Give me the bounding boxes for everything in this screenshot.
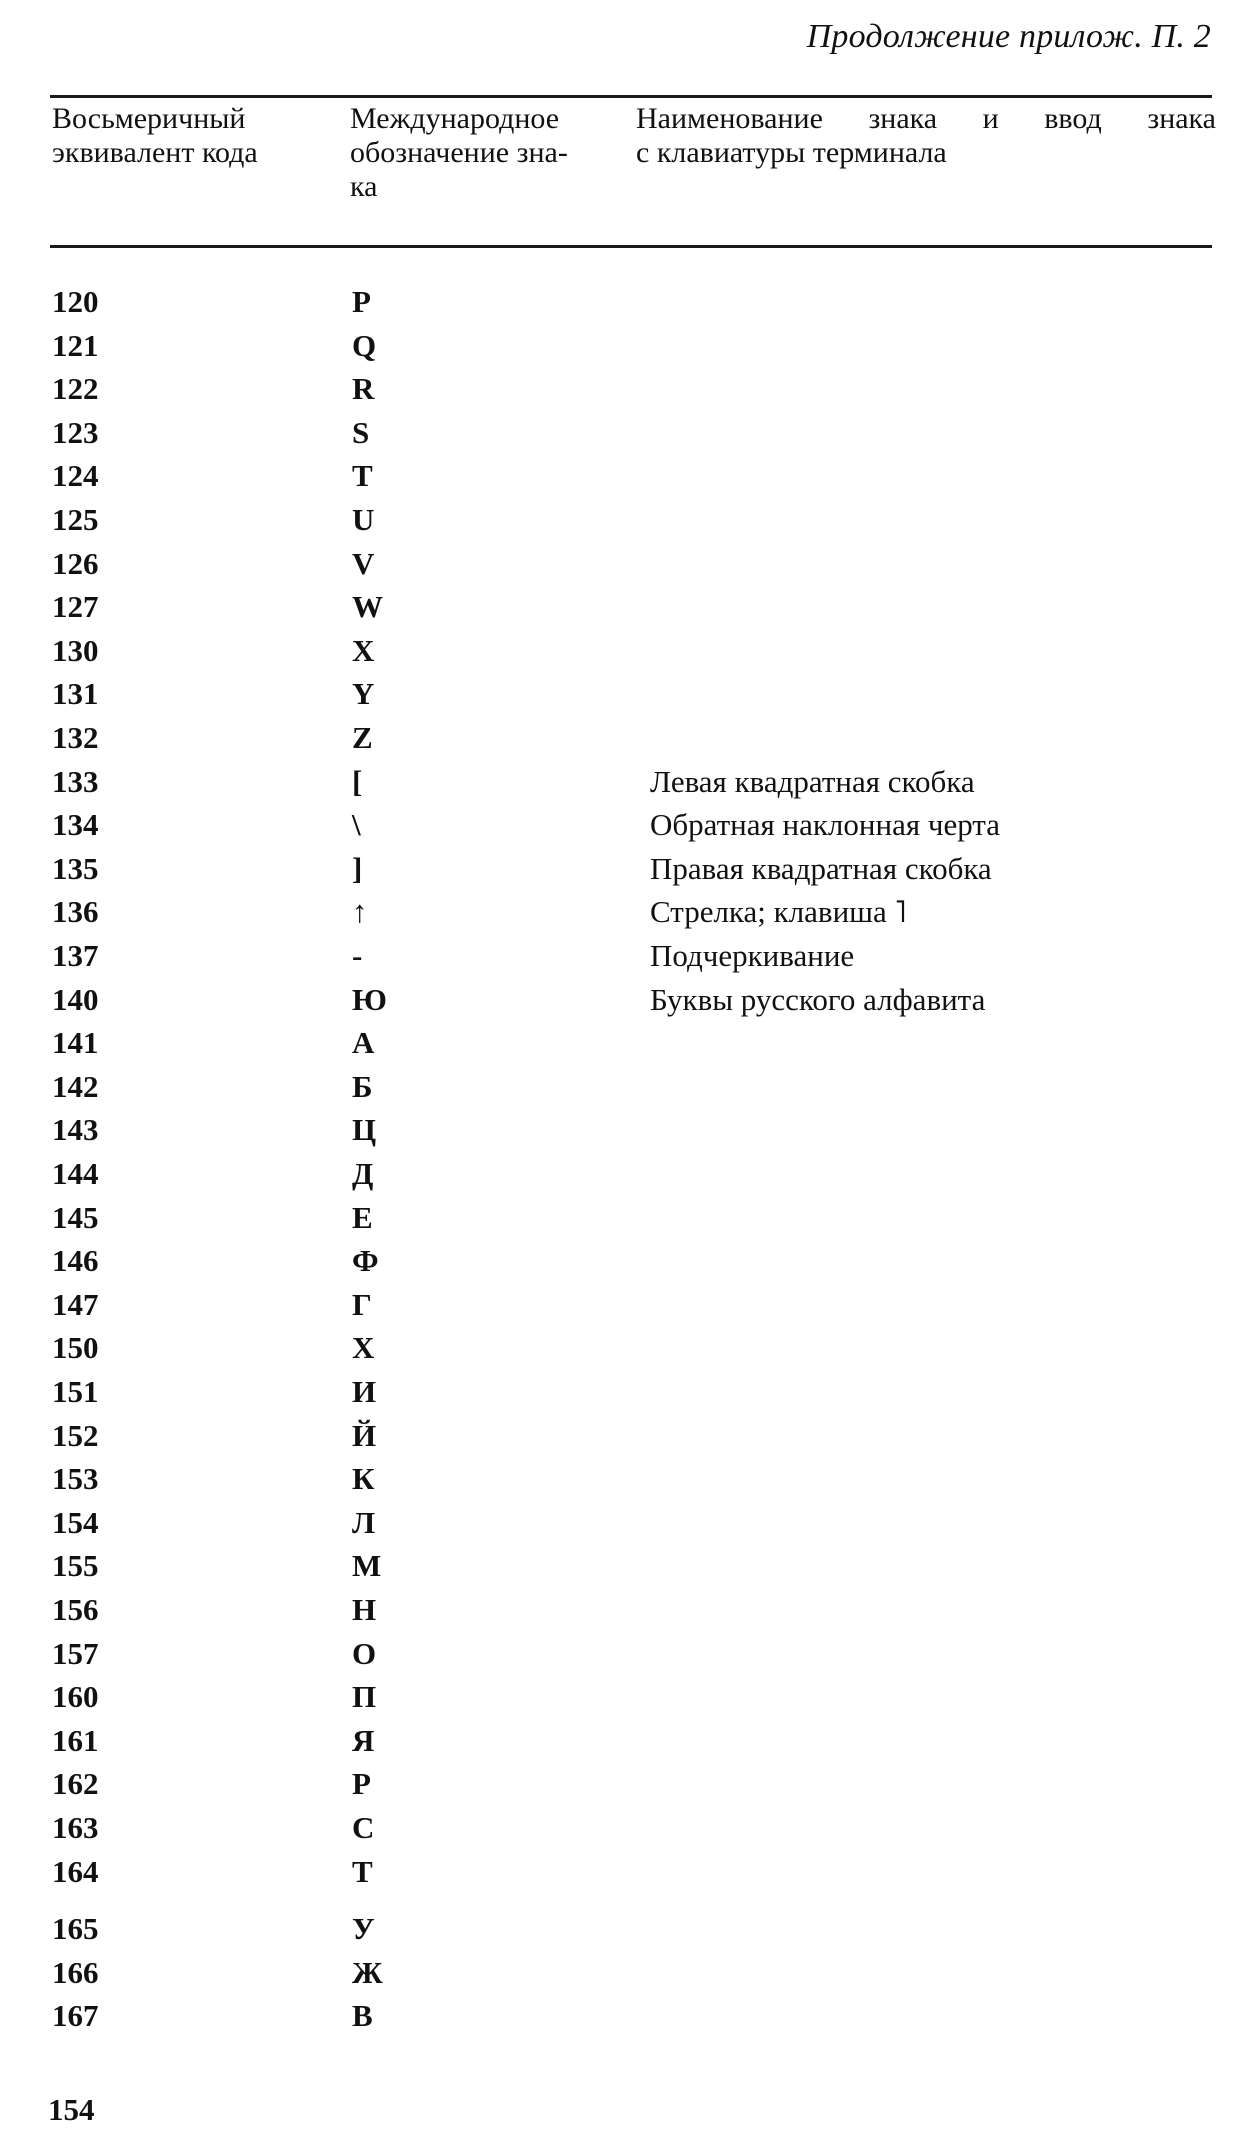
table-row	[0, 1503, 1253, 1543]
octal-code-cell: 166	[52, 1955, 99, 1990]
character-cell: Я	[352, 1723, 375, 1758]
character-cell: S	[352, 415, 370, 450]
octal-code-cell: 150	[52, 1330, 99, 1365]
character-cell: ]	[352, 851, 363, 886]
octal-code-cell: 156	[52, 1592, 99, 1627]
table-row	[0, 1241, 1253, 1281]
character-cell: U	[352, 502, 375, 537]
octal-code-cell: 157	[52, 1636, 99, 1671]
character-cell: К	[352, 1461, 375, 1496]
table-top-rule	[50, 95, 1212, 98]
table-row	[0, 1459, 1253, 1499]
character-cell: П	[352, 1679, 377, 1714]
table-row	[0, 1953, 1253, 1993]
character-cell: Х	[352, 1330, 375, 1365]
column-header-name-line1: Наименование знака и ввод знака	[636, 102, 1216, 135]
octal-code-cell: 135	[52, 851, 99, 886]
character-name-cell: Правая квадратная скобка	[650, 851, 992, 886]
column-header-international	[350, 102, 625, 204]
table-row	[0, 718, 1253, 758]
character-cell: [	[352, 764, 363, 799]
column-header-octal: Восьмеричный эквивалент кода	[52, 102, 258, 169]
table-row	[0, 1285, 1253, 1325]
octal-code-cell: 165	[52, 1911, 99, 1946]
octal-code-cell: 151	[52, 1374, 99, 1409]
character-cell: V	[352, 546, 375, 581]
octal-code-cell: 127	[52, 589, 99, 624]
character-name-cell: Обратная наклонная черта	[650, 807, 1000, 842]
table-row	[0, 1110, 1253, 1150]
table-row	[0, 544, 1253, 584]
character-cell: T	[352, 458, 373, 493]
character-name-cell: Стрелка; клавиша ˥	[650, 894, 907, 929]
octal-code-cell: 162	[52, 1766, 99, 1801]
octal-code-cell: 147	[52, 1287, 99, 1322]
table-row	[0, 674, 1253, 714]
table-row	[0, 1067, 1253, 1107]
character-name-cell: Буквы русского алфавита	[650, 982, 986, 1017]
table-row	[0, 1852, 1253, 1892]
character-cell: Г	[352, 1287, 372, 1322]
table-row	[0, 1198, 1253, 1238]
octal-code-cell: 146	[52, 1243, 99, 1278]
character-cell: Z	[352, 720, 373, 755]
character-cell: Y	[352, 676, 375, 711]
table-row	[0, 1154, 1253, 1194]
column-header-international-line3: ка	[350, 170, 378, 203]
character-cell: У	[352, 1911, 375, 1946]
table-row	[0, 1590, 1253, 1630]
table-row	[0, 631, 1253, 671]
character-cell: \	[352, 807, 361, 842]
column-header-name-line2: с клавиатуры терминала	[636, 136, 947, 169]
octal-code-cell: 145	[52, 1200, 99, 1235]
character-cell: Q	[352, 328, 377, 363]
table-row	[0, 1677, 1253, 1717]
table-row	[0, 1996, 1253, 2036]
octal-code-cell: 137	[52, 938, 99, 973]
character-cell: Й	[352, 1418, 377, 1453]
character-cell: Ю	[352, 982, 387, 1017]
character-cell: Л	[352, 1505, 376, 1540]
character-cell: Ц	[352, 1112, 377, 1147]
character-cell: А	[352, 1025, 375, 1060]
character-cell: P	[352, 284, 371, 319]
character-cell: -	[352, 938, 363, 973]
octal-code-cell: 136	[52, 894, 99, 929]
octal-code-cell: 131	[52, 676, 99, 711]
table-row	[0, 587, 1253, 627]
octal-code-cell: 140	[52, 982, 99, 1017]
octal-code-cell: 155	[52, 1548, 99, 1583]
table-row	[0, 413, 1253, 453]
table-header-rule	[50, 245, 1212, 248]
octal-code-cell: 134	[52, 807, 99, 842]
octal-code-cell: 133	[52, 764, 99, 799]
octal-code-cell: 153	[52, 1461, 99, 1496]
table-row	[0, 456, 1253, 496]
table-row	[0, 892, 1253, 932]
character-name-cell: Подчеркивание	[650, 938, 855, 973]
character-cell: Р	[352, 1766, 371, 1801]
table-row	[0, 762, 1253, 802]
octal-code-cell: 141	[52, 1025, 99, 1060]
octal-code-cell: 143	[52, 1112, 99, 1147]
table-row	[0, 1416, 1253, 1456]
table-row	[0, 936, 1253, 976]
character-cell: Ж	[352, 1955, 383, 1990]
column-header-international-line1: Международное	[350, 102, 560, 135]
character-cell: Е	[352, 1200, 373, 1235]
character-cell: О	[352, 1636, 377, 1671]
character-name-cell: Левая квадратная скобка	[650, 764, 975, 799]
octal-code-cell: 120	[52, 284, 99, 319]
column-header-name	[636, 102, 1216, 170]
character-cell: И	[352, 1374, 377, 1409]
octal-code-cell: 161	[52, 1723, 99, 1758]
continuation-caption: Продолжение прилож. П. 2	[806, 18, 1211, 55]
character-cell: ↑	[352, 894, 368, 929]
character-cell: Д	[352, 1156, 374, 1191]
character-cell: W	[352, 589, 383, 624]
table-row	[0, 849, 1253, 889]
table-row	[0, 282, 1253, 322]
column-header-international-line2: обозначение зна-	[350, 136, 568, 169]
octal-code-cell: 144	[52, 1156, 99, 1191]
octal-code-cell: 124	[52, 458, 99, 493]
table-row	[0, 500, 1253, 540]
character-cell: Б	[352, 1069, 373, 1104]
character-cell: X	[352, 633, 375, 668]
table-row	[0, 805, 1253, 845]
octal-code-cell: 164	[52, 1854, 99, 1889]
character-cell: С	[352, 1810, 375, 1845]
octal-code-cell: 121	[52, 328, 99, 363]
character-cell: В	[352, 1998, 373, 2033]
table-row	[0, 1721, 1253, 1761]
table-row	[0, 1808, 1253, 1848]
table-row	[0, 1909, 1253, 1949]
octal-code-cell: 152	[52, 1418, 99, 1453]
octal-code-cell: 154	[52, 1505, 99, 1540]
octal-code-cell: 130	[52, 633, 99, 668]
page-number: 154	[48, 2092, 95, 2127]
octal-code-cell: 123	[52, 415, 99, 450]
octal-code-cell: 160	[52, 1679, 99, 1714]
octal-code-cell: 132	[52, 720, 99, 755]
octal-code-cell: 125	[52, 502, 99, 537]
table-row	[0, 326, 1253, 366]
table-row	[0, 1372, 1253, 1412]
character-cell: Ф	[352, 1243, 379, 1278]
table-row	[0, 1634, 1253, 1674]
table-row	[0, 1023, 1253, 1063]
table-row	[0, 980, 1253, 1020]
octal-code-cell: 167	[52, 1998, 99, 2033]
octal-code-cell: 163	[52, 1810, 99, 1845]
character-cell: Т	[352, 1854, 373, 1889]
character-cell: R	[352, 371, 375, 406]
character-cell: М	[352, 1548, 382, 1583]
octal-code-cell: 126	[52, 546, 99, 581]
octal-code-cell: 122	[52, 371, 99, 406]
table-row	[0, 1764, 1253, 1804]
octal-code-cell: 142	[52, 1069, 99, 1104]
table-row	[0, 1328, 1253, 1368]
character-cell: Н	[352, 1592, 377, 1627]
table-row	[0, 1546, 1253, 1586]
table-row	[0, 369, 1253, 409]
